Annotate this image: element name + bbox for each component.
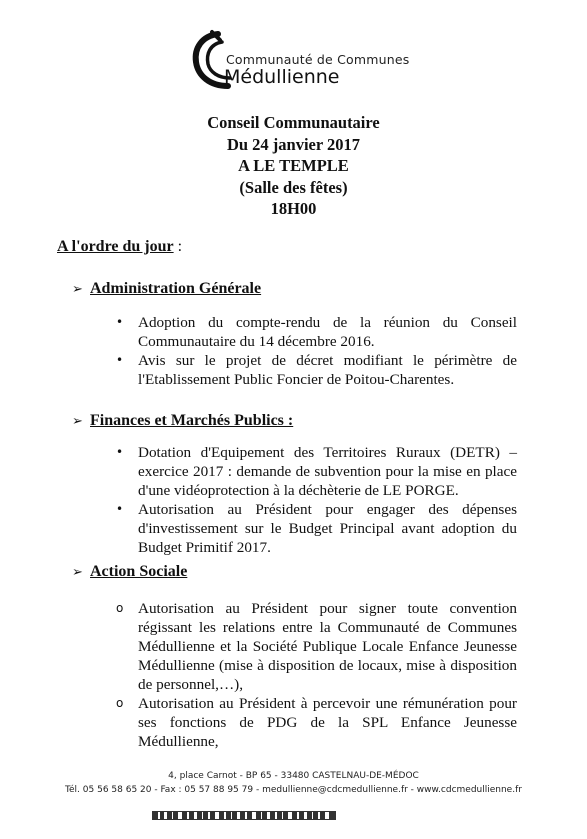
title-line-3: A LE TEMPLE — [238, 156, 349, 175]
title-line-4: (Salle des fêtes) — [239, 177, 348, 197]
list-item-text: Adoption du compte-rendu de la réunion du Conseil Communautaire du 14 décembre 2016. — [138, 314, 517, 350]
list-item-text: Autorisation au Président à percevoir une rémunération pour ses fonctions de PDG de la SPL Enfance Jeunesse Médullienne, — [138, 695, 517, 750]
circle-bullet-icon: o — [116, 696, 124, 710]
footer-address: 4, place Carnot - BP 65 - 33480 CASTELNAU-DE-MÉDOC — [168, 771, 419, 781]
bullet-icon: • — [116, 315, 124, 329]
agenda-heading-colon: : — [173, 238, 183, 255]
list-item — [0, 443, 517, 500]
logo — [188, 28, 408, 92]
section-heading — [72, 412, 293, 430]
arrow-bullet-icon: ➢ — [72, 282, 83, 297]
footer-contact: Tél. 05 56 58 65 20 - Fax : 05 57 88 95 79 - medullienne@cdcmedullienne.fr - www.cdcmedullienne.fr — [65, 785, 522, 795]
section-title: Finances et Marchés Publics : — [90, 412, 294, 429]
section-title: Administration Générale — [90, 280, 262, 297]
section-heading — [72, 563, 187, 581]
arrow-bullet-icon: ➢ — [72, 565, 83, 580]
circle-bullet-icon: o — [116, 601, 124, 615]
section-items — [0, 599, 517, 751]
section-heading — [72, 280, 261, 298]
bullet-icon: • — [116, 353, 124, 367]
section-title: Action Sociale — [90, 563, 188, 580]
list-item-text: Avis sur le projet de décret modifiant le périmètre de l'Etablissement Public Foncier de Poitou-Charentes. — [138, 352, 517, 388]
bullet-icon: • — [116, 502, 124, 516]
logo-line-1: Communauté de Communes — [226, 52, 410, 67]
barcode-strip — [152, 811, 336, 820]
list-item — [0, 599, 517, 694]
title-line-1: Conseil Communautaire — [207, 113, 380, 132]
list-item-text: Dotation d'Equipement des Territoires Ruraux (DETR) – exercice 2017 : demande de subvention pour la mise en place d'une vidéoprotection à la déchèterie de LE PORGE. — [138, 444, 517, 499]
arrow-bullet-icon: ➢ — [72, 414, 83, 429]
list-item-text: Autorisation au Président pour signer toute convention régissant les relations entre la Communauté de Communes Médullienne et la Société Publique Locale Enfance Jeunesse Médullienne (mise à disposition de locaux, mise à disposition de personnel,…), — [138, 600, 517, 693]
agenda-heading-text: A l'ordre du jour — [57, 238, 174, 255]
section-items — [0, 313, 517, 389]
logo-line-2: Médullienne — [224, 66, 340, 88]
bullet-icon: • — [116, 445, 124, 459]
list-item-text: Autorisation au Président pour engager des dépenses d'investissement sur le Budget Principal avant adoption du Budget Primitif 2017. — [138, 501, 517, 556]
title-line-5: 18H00 — [270, 199, 317, 218]
title-line-2: Du 24 janvier 2017 — [226, 134, 361, 154]
section-items — [0, 443, 517, 557]
agenda-heading — [57, 238, 182, 256]
meeting-title — [0, 112, 587, 220]
list-item — [0, 313, 517, 351]
list-item — [0, 351, 517, 389]
list-item — [0, 500, 517, 557]
list-item — [0, 694, 517, 751]
